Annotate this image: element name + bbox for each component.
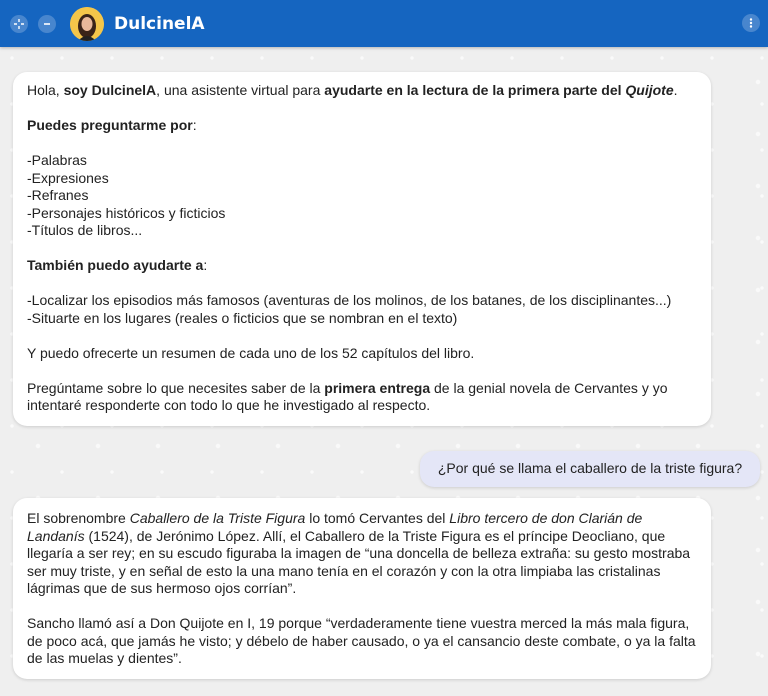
intro-greeting: Hola, soy DulcinelA, una asistente virtual para ayudarte en la lectura de la primera parte del Quijote. bbox=[27, 82, 678, 98]
more-vert-icon bbox=[745, 17, 757, 29]
bot-message-intro bbox=[13, 72, 711, 426]
bot-message-answer bbox=[13, 498, 711, 679]
ask-heading: Puedes preguntarme por: bbox=[27, 117, 197, 133]
list-item: -Situarte en los lugares (reales o ficticios que se nombran en el texto) bbox=[27, 309, 458, 326]
chat-header bbox=[0, 0, 768, 47]
expand-button[interactable] bbox=[10, 15, 28, 33]
menu-button[interactable] bbox=[742, 14, 760, 32]
help-heading: También puedo ayudarte a: bbox=[27, 257, 208, 273]
minimize-icon bbox=[41, 18, 53, 30]
app-title: DulcinelA bbox=[114, 13, 205, 34]
answer-paragraph-1: El sobrenombre Caballero de la Triste Figura lo tomó Cervantes del Libro tercero de don Clarián de Landanís (1524), de Jerónimo López. Allí, el Caballero de la Triste Figura es el príncipe Deocliano, que llegaría a ser rey; en su escudo figuraba la imagen de “una doncella de belleza extraña: su gesto mostraba ser muy triste, y en señal de esto la una mano tenía en el corazón y con la otra limpiaba las cristalinas lágrimas que de sus hermoso ojos corrían”. bbox=[27, 510, 691, 596]
minimize-button[interactable] bbox=[38, 15, 56, 33]
answer-paragraph-2: Sancho llamó así a Don Quijote en I, 19 porque “verdaderamente tiene vuestra merced la más mala figura, de poco acá, que jamás he visto; y débelo de haber causado, o ya el cansancio deste combate, o ya la falta de las muelas y dientes”. bbox=[27, 615, 696, 666]
list-item: -Localizar los episodios más famosos (aventuras de los molinos, de los batanes, de los disciplinantes...) bbox=[27, 292, 672, 308]
list-item: -Palabras bbox=[27, 152, 87, 168]
list-item: -Títulos de libros... bbox=[27, 222, 143, 238]
avatar-icon bbox=[70, 7, 104, 41]
user-message: ¿Por qué se llama el caballero de la triste figura? bbox=[420, 451, 760, 487]
summary-text: Y puedo ofrecerte un resumen de cada uno de los 52 capítulos del libro. bbox=[27, 344, 475, 361]
closing-text: Pregúntame sobre lo que necesites saber de la primera entrega de la genial novela de Cervantes y yo intentaré responderte con todo lo que he investigado al respecto. bbox=[27, 379, 668, 413]
expand-icon bbox=[13, 18, 25, 30]
list-item: -Refranes bbox=[27, 187, 89, 203]
list-item: -Personajes históricos y ficticios bbox=[27, 204, 226, 221]
avatar bbox=[70, 7, 104, 41]
list-item: -Expresiones bbox=[27, 169, 109, 186]
